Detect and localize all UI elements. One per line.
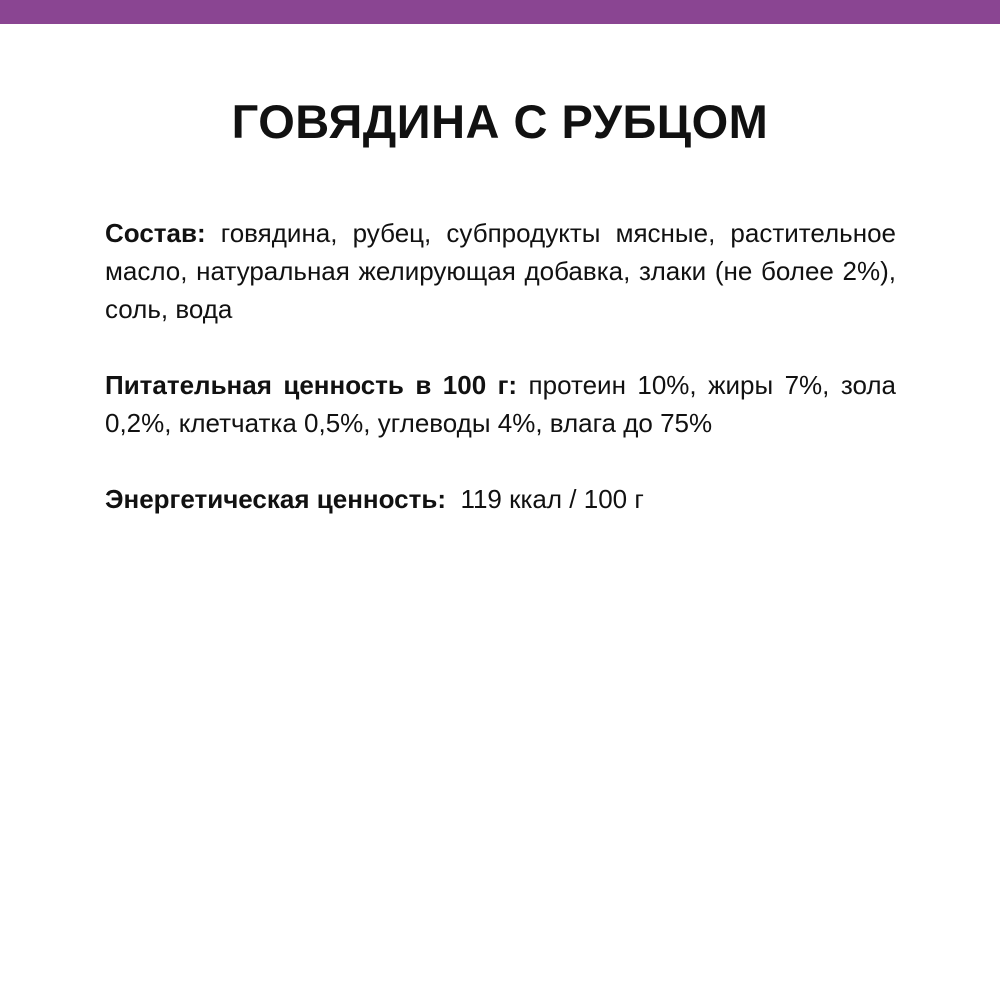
- energy-paragraph: [105, 480, 896, 518]
- composition-value: говядина, рубец, субпродукты мясные, растительное масло, натуральная желирующая добавка, злаки (не более 2%), соль, вода: [105, 218, 896, 324]
- energy-value: 119 ккал / 100 г: [460, 484, 644, 514]
- nutrition-paragraph: [105, 366, 896, 442]
- energy-label: Энергетическая ценность:: [105, 484, 446, 514]
- product-info: [105, 214, 896, 518]
- composition-label: Состав:: [105, 218, 206, 248]
- page-title: ГОВЯДИНА С РУБЦОМ: [231, 95, 769, 148]
- nutrition-value: протеин 10%, жиры 7%, зола 0,2%, клетчатка 0,5%, углеводы 4%, влага до 75%: [105, 370, 896, 438]
- nutrition-label: Питательная ценность в 100 г:: [105, 370, 518, 400]
- top-accent-bar: [0, 0, 1000, 24]
- composition-paragraph: [105, 214, 896, 328]
